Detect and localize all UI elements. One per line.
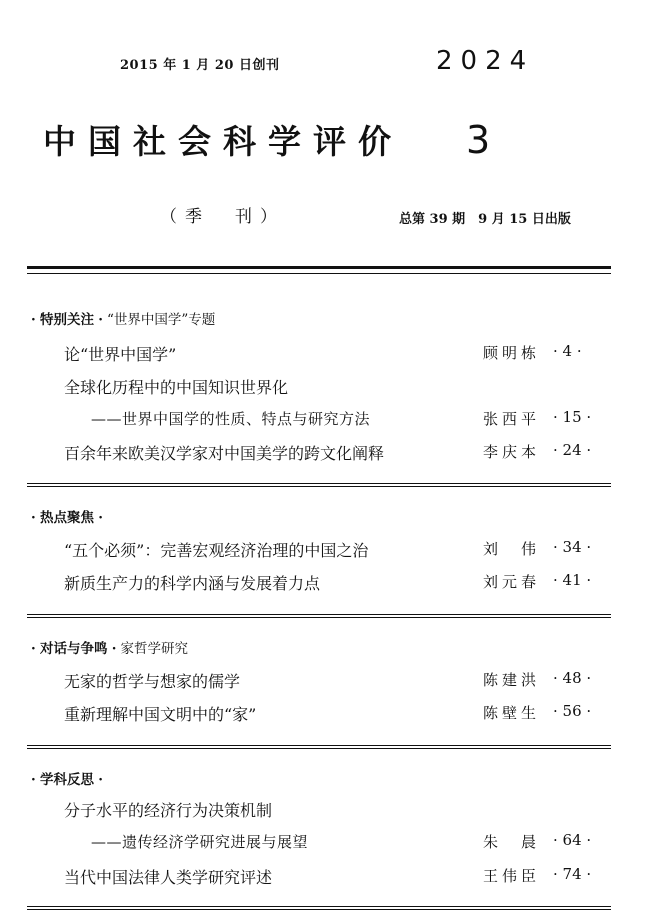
article-author: 陈壁生	[483, 704, 541, 722]
article-title[interactable]: 论“世界中国学”	[64, 345, 177, 364]
article-title[interactable]: 重新理解中国文明中的“家”	[64, 705, 257, 724]
article-title[interactable]: 百余年来欧美汉学家对中国美学的跨文化阐释	[64, 444, 385, 463]
toc-entry[interactable]	[27, 441, 611, 471]
publication-year: 2024	[436, 46, 535, 76]
article-page: · 15 ·	[553, 408, 592, 426]
toc-entry[interactable]	[27, 865, 611, 895]
header-divider-thin	[27, 273, 611, 274]
section-topic: “世界中国学”专题	[107, 312, 216, 328]
toc-section	[27, 631, 611, 741]
section-heading: · 特别关注 · “世界中国学”专题	[31, 312, 216, 328]
section-heading: · 学科反思 ·	[31, 772, 103, 788]
toc-section	[27, 300, 611, 480]
article-title[interactable]: “五个必须”：完善宏观经济治理的中国之治	[64, 541, 369, 560]
publication-frequency: （季 刊）	[160, 207, 285, 227]
article-author: 朱 晨	[483, 833, 541, 851]
section-name: 对话与争鸣	[40, 641, 108, 657]
toc-entry[interactable]	[27, 798, 611, 858]
toc-section	[27, 500, 611, 610]
header-divider-thick	[27, 266, 611, 269]
article-subtitle: ——世界中国学的性质、特点与研究方法	[91, 410, 371, 428]
toc-entry[interactable]	[27, 375, 611, 435]
section-divider	[27, 614, 611, 615]
article-title[interactable]: 全球化历程中的中国知识世界化	[64, 378, 289, 397]
article-page: · 24 ·	[553, 441, 592, 459]
toc-section	[27, 762, 611, 902]
article-page: · 4 ·	[553, 342, 582, 360]
article-author: 张西平	[483, 410, 541, 428]
article-author: 李庆本	[483, 443, 541, 461]
toc-entry[interactable]	[27, 669, 611, 699]
article-title[interactable]: 新质生产力的科学内涵与发展着力点	[64, 574, 321, 593]
article-author: 王伟臣	[483, 867, 541, 885]
article-title[interactable]: 无家的哲学与想家的儒学	[64, 672, 241, 691]
section-topic: 家哲学研究	[120, 641, 188, 657]
section-divider	[27, 617, 611, 618]
toc-entry[interactable]	[27, 702, 611, 732]
section-divider	[27, 906, 611, 907]
section-divider	[27, 748, 611, 749]
toc-entry[interactable]	[27, 538, 611, 568]
article-author: 顾明栋	[483, 344, 541, 362]
section-name: 学科反思	[40, 772, 94, 788]
issue-number: 3	[466, 118, 491, 162]
article-page: · 64 ·	[553, 831, 592, 849]
section-heading: · 对话与争鸣 · 家哲学研究	[31, 641, 188, 657]
total-issue-info: 总第 39 期 9 月 15 日出版	[399, 212, 571, 227]
article-title[interactable]: 当代中国法律人类学研究评述	[64, 868, 273, 887]
section-divider	[27, 483, 611, 484]
section-divider	[27, 486, 611, 487]
journal-title: 中国社会科学评价	[43, 122, 403, 161]
article-page: · 74 ·	[553, 865, 592, 883]
section-divider	[27, 909, 611, 910]
section-heading: · 热点聚焦 ·	[31, 510, 103, 526]
section-name: 特别关注	[40, 312, 94, 328]
section-name: 热点聚焦	[40, 510, 94, 526]
section-divider	[27, 745, 611, 746]
article-page: · 41 ·	[553, 571, 592, 589]
founding-date: 2015 年 1 月 20 日创刊	[120, 58, 280, 73]
toc-entry[interactable]	[27, 571, 611, 601]
article-page: · 56 ·	[553, 702, 592, 720]
article-author: 刘元春	[483, 573, 541, 591]
toc-entry[interactable]	[27, 342, 611, 372]
article-page: · 48 ·	[553, 669, 592, 687]
article-author: 陈建洪	[483, 671, 541, 689]
article-title[interactable]: 分子水平的经济行为决策机制	[64, 801, 273, 820]
article-page: · 34 ·	[553, 538, 592, 556]
article-subtitle: ——遗传经济学研究进展与展望	[91, 833, 309, 851]
article-author: 刘 伟	[483, 540, 541, 558]
